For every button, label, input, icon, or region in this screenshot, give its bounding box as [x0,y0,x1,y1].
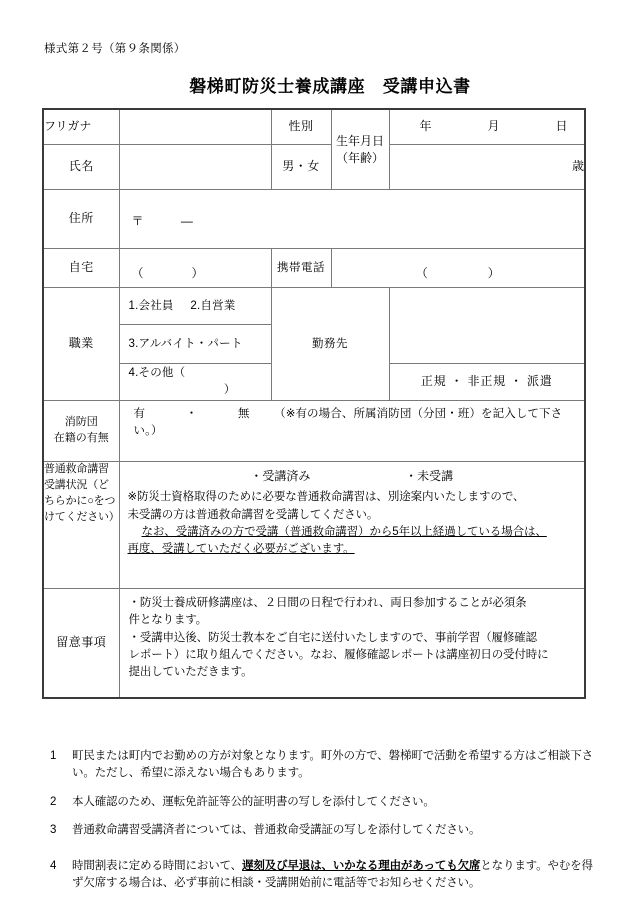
workplace-input-cell[interactable] [389,288,585,364]
note-text: 普通救命講習受講済者については、普通救命受講証の写しを添付してください。 [72,824,481,837]
fire-brigade-yes[interactable]: 有 [133,408,146,420]
fire-brigade-note: （※有の場合、所属消防団（分団・班）を記入して下さい。） [133,408,563,437]
note-suffix: となります。やむを得ず欠席する場合は、必ず事前に相談・受講開始前に電話等でお知らせください。 [72,859,593,890]
firstaid-note-line4: 再度、受講していただく必要がございます。 [127,543,355,556]
occupation-option-3[interactable]: 3.アルバイト・パート [128,337,243,350]
firstaid-content-cell [119,462,585,589]
list-item [50,858,602,893]
fire-brigade-no[interactable]: 無 [237,408,250,420]
occupation-label: 職業 [43,288,119,401]
fire-brigade-label-line1: 消防団 [64,416,98,429]
postal-mark-icon: 〒 [131,214,144,229]
note-text: 町民または町内でお勤めの方が対象となります。町外の方で、磐梯町で活動を希望する方はご相談下さい。ただし、希望に添えない場合もあります。 [72,750,593,780]
remarks-label: 留意事項 [43,589,119,699]
note-number: 1 [50,750,57,762]
mobile-phone-input-cell[interactable] [331,249,585,288]
address-input-cell[interactable] [119,190,585,249]
remarks-line2: 件となります。 [128,614,208,627]
name-label: 氏名 [43,145,119,190]
day-unit: 日 [555,119,568,134]
occupation-option-group-3[interactable] [119,364,271,401]
footnotes-list [50,748,602,904]
application-form-table [42,108,586,699]
workplace-label: 勤務先 [271,288,389,401]
occupation-option-group-1[interactable] [119,288,271,325]
note-number: 4 [50,859,57,872]
occupation-option-4[interactable]: 4.その他（ [128,367,186,380]
table-row-fire-brigade [43,401,585,462]
fire-brigade-input-cell[interactable] [119,401,585,462]
table-row-firstaid [43,462,585,589]
note-emphasis: 遅刻及び早退は、いかなる理由があっても欠席 [242,859,481,872]
note-text: 本人確認のため、運転免許証等公的証明書の写しを添付してください。 [72,795,435,808]
page-title: 磐梯町防災士養成講座 受講申込書 [189,77,471,96]
occupation-option-group-2[interactable] [119,325,271,364]
list-item [50,794,602,811]
home-phone-value: （ ） [131,266,204,281]
table-row-furigana [43,109,585,145]
firstaid-label: 普通救命講習受講状況（どちらかに○をつけてください） [43,462,119,589]
remarks-content-cell [119,589,585,699]
remarks-line4: レポート）に取り組んでください。なお、履修確認レポートは講座初日の受付時に [128,648,549,661]
mobile-phone-value: （ ） [415,266,500,281]
address-label: 住所 [43,190,119,249]
list-item [50,748,602,783]
remarks-line5: 提出していただきます。 [128,666,253,678]
note-text [72,858,602,893]
table-row-remarks [43,589,585,699]
age-unit: 歳 [571,159,584,174]
gender-options[interactable]: 男・女 [271,145,331,190]
remarks-line3: ・受講申込後、防災士教本をご自宅に送付いたしますので、事前学習（履修確認 [128,631,537,644]
list-item [50,822,602,839]
furigana-input-cell[interactable] [119,109,271,145]
table-row-occupation-1 [43,288,585,325]
month-unit: 月 [487,119,500,134]
table-row-address [43,190,585,249]
occupation-option-2[interactable]: 2.自営業 [190,299,236,312]
remarks-line1: ・防災士養成研修講座は、２日間の日程で行われ、両日参加することが必須条 [128,597,527,609]
firstaid-note-line1: ※防災士資格取得のために必要な普通救命講習は、別途案内いたしますので、 [127,491,525,504]
firstaid-option-not[interactable]: ・未受講 [405,469,454,483]
firstaid-note-line2: 未受講の方は普通救命講習を受講してください。 [127,508,379,521]
fire-brigade-label [43,401,119,462]
birthdate-label-cell [331,109,389,190]
home-phone-label: 自宅 [43,249,119,288]
occupation-option-4-close: ） [223,384,236,396]
firstaid-option-done[interactable]: ・受講済み [250,469,311,483]
form-number: 様式第２号（第９条関係） [44,43,186,55]
note-number: 2 [50,795,57,808]
employment-types[interactable]: 正規 ・ 非正規 ・ 派遣 [420,374,553,389]
name-input-cell[interactable] [119,145,271,190]
table-row-phone [43,249,585,288]
fire-brigade-label-line2: 在籍の有無 [53,432,109,444]
age-label: （年齢） [335,150,384,165]
age-input-cell[interactable] [389,145,585,190]
home-phone-input-cell[interactable] [119,249,271,288]
note-number: 3 [50,824,57,837]
birthdate-label: 生年月日 [335,133,384,148]
table-row-name [43,145,585,190]
postal-dash: — [180,214,193,229]
fire-brigade-separator: ・ [185,408,198,420]
note-prefix: 時間割表に定める時間において、 [72,859,243,872]
birthdate-ymd-cell[interactable] [389,109,585,145]
mobile-phone-label: 携帯電話 [271,249,331,288]
employment-type-cell[interactable] [389,364,585,401]
firstaid-note-line3: なお、受講済みの方で受講（普通救命講習）から5年以上経過している場合は、 [141,525,547,538]
year-unit: 年 [419,119,432,134]
gender-label: 性別 [271,109,331,145]
occupation-option-1[interactable]: 1.会社員 [128,299,174,312]
furigana-label: フリガナ [43,109,119,145]
